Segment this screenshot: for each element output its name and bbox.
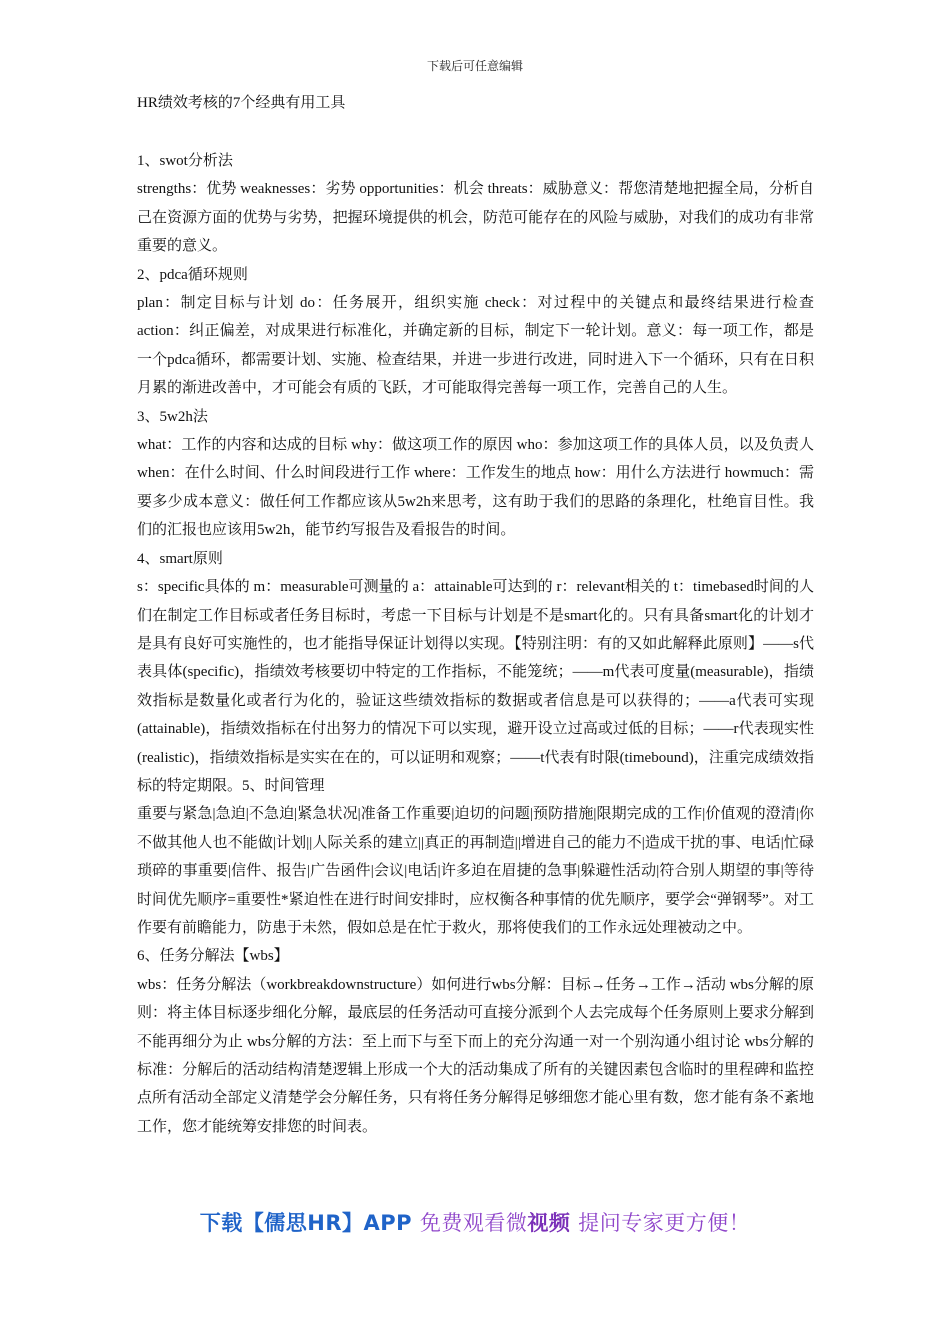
section-body-5w2h: what：工作的内容和达成的目标 why：做这项工作的原因 who：参加这项工作的具体人员，以及负责人 when：在什么时间、什么时间段进行工作 where：工作发生的地点 how：用什么方法进行 howmuch：需要多少成本意义：做任何工作都应该从5w2h来思考，这有助于我们的思路的条理化，杜绝盲目性。我们的汇报也应该用5w2h，能节约写报告及看报告的时间。 [137,437,814,539]
section-heading-5w2h: 3、5w2h法 [137,408,208,425]
page-header-note: 下载后可任意编辑 [426,59,523,73]
section-heading-wbs: 6、任务分解法【wbs】 [137,948,289,965]
section-heading-pdca: 2、pdca循环规则 [137,266,248,283]
section-heading-smart: 4、smart原则 [137,550,223,567]
section-body-swot: strengths：优势 weaknesses：劣势 opportunities：机会 threats：威胁意义：帮您清楚地把握全局，分析自己在资源方面的优势与劣势，把握环境提供的机会，防范可能存在的风险与威胁，对我们的成功有非常重要的意义。 [137,181,814,255]
document-title: HR绩效考核的7个经典有用工具 [137,95,346,111]
section-body-smart: s：specific具体的 m：measurable可测量的 a：attainable可达到的 r：relevant相关的 t：timebased时间的人们在制定工作目标或者任务目标时，考虑一下目标与计划是不是smart化的。只有具备smart化的计划才是具有良好可实施性的，也才能指导保证计划得以实现。【特别注明：有的又如此解释此原则】——s代表具体(specific)，指绩效考核要切中特定的工作指标，不能笼统；——m代表可度量(measurable)，指绩效指标是数量化或者行为化的，验证这些绩效指标的数据或者信息是可以获得的；——a代表可实现(attainable)，指绩效指标在付出努力的情况下可以实现，避开设立过高或过低的目标；——r代表现实性(realistic)，指绩效指标是实实在在的，可以证明和观察；——t代表有时限(timebound)，注重完成绩效指标的特定期限。5、时间管理 [137,579,814,794]
banner-watch-free: 免费观看微 [419,1211,528,1235]
section-body-pdca: plan：制定目标与计划 do：任务展开，组织实施 check：对过程中的关键点和最终结果进行检查 action：纠正偏差，对成果进行标准化，并确定新的目标，制定下一轮计划。意义：每一项工作，都是一个pdca循环，都需要计划、实施、检查结果，并进一步进行改进，同时进入下一个循环，只有在日积月累的渐进改善中，才可能会有质的飞跃，才可能取得完善每一项工作，完善自己的人生。 [137,295,814,397]
section-body-wbs: wbs：任务分解法（workbreakdownstructure）如何进行wbs分解：目标→任务→工作→活动 wbs分解的原则：将主体目标逐步细化分解，最底层的任务活动可直接分派到个人去完成每个任务原则上要求分解到不能再细分为止 wbs分解的方法：至上而下与至下而上的充分沟通一对一个别沟通小组讨论 wbs分解的标准：分解后的活动结构清楚逻辑上形成一个大的活动集成了所有的关键因素包含临时的里程碑和监控点所有活动全部定义清楚学会分解任务，只有将任务分解得足够细您才能心里有数，您才能有条不紊地工作，您才能统筹安排您的时间表。 [137,976,814,1135]
section-body-time-management: 重要与紧急|急迫|不急迫|紧急状况|准备工作重要|迫切的问题|预防措施|限期完成的工作|价值观的澄清|你不做其他人也不能做|计划||人际关系的建立||真正的再制造||增进自己的能力不|造成干扰的事、电话|忙碌琐碎的事重要|信件、报告|广告函件|会议|电话|许多迫在眉捷的急事|躲避性活动|符合别人期望的事|等待时间优先顺序=重要性*紧迫性在进行时间安排时，应权衡各种事情的优先顺序，要学会“弹钢琴”。对工作要有前瞻能力，防患于未然，假如总是在忙于救火，那将使我们的工作永远处理被动之中。 [137,806,814,936]
section-heading-swot: 1、swot分析法 [137,153,233,169]
document-body [137,147,814,1141]
banner-video: 视频 [527,1211,571,1235]
banner-ask-expert: 提问专家更方便！ [578,1211,751,1235]
app-download-banner[interactable] [0,1207,950,1237]
banner-download-app: 下载【儒思HR】APP [199,1211,413,1235]
